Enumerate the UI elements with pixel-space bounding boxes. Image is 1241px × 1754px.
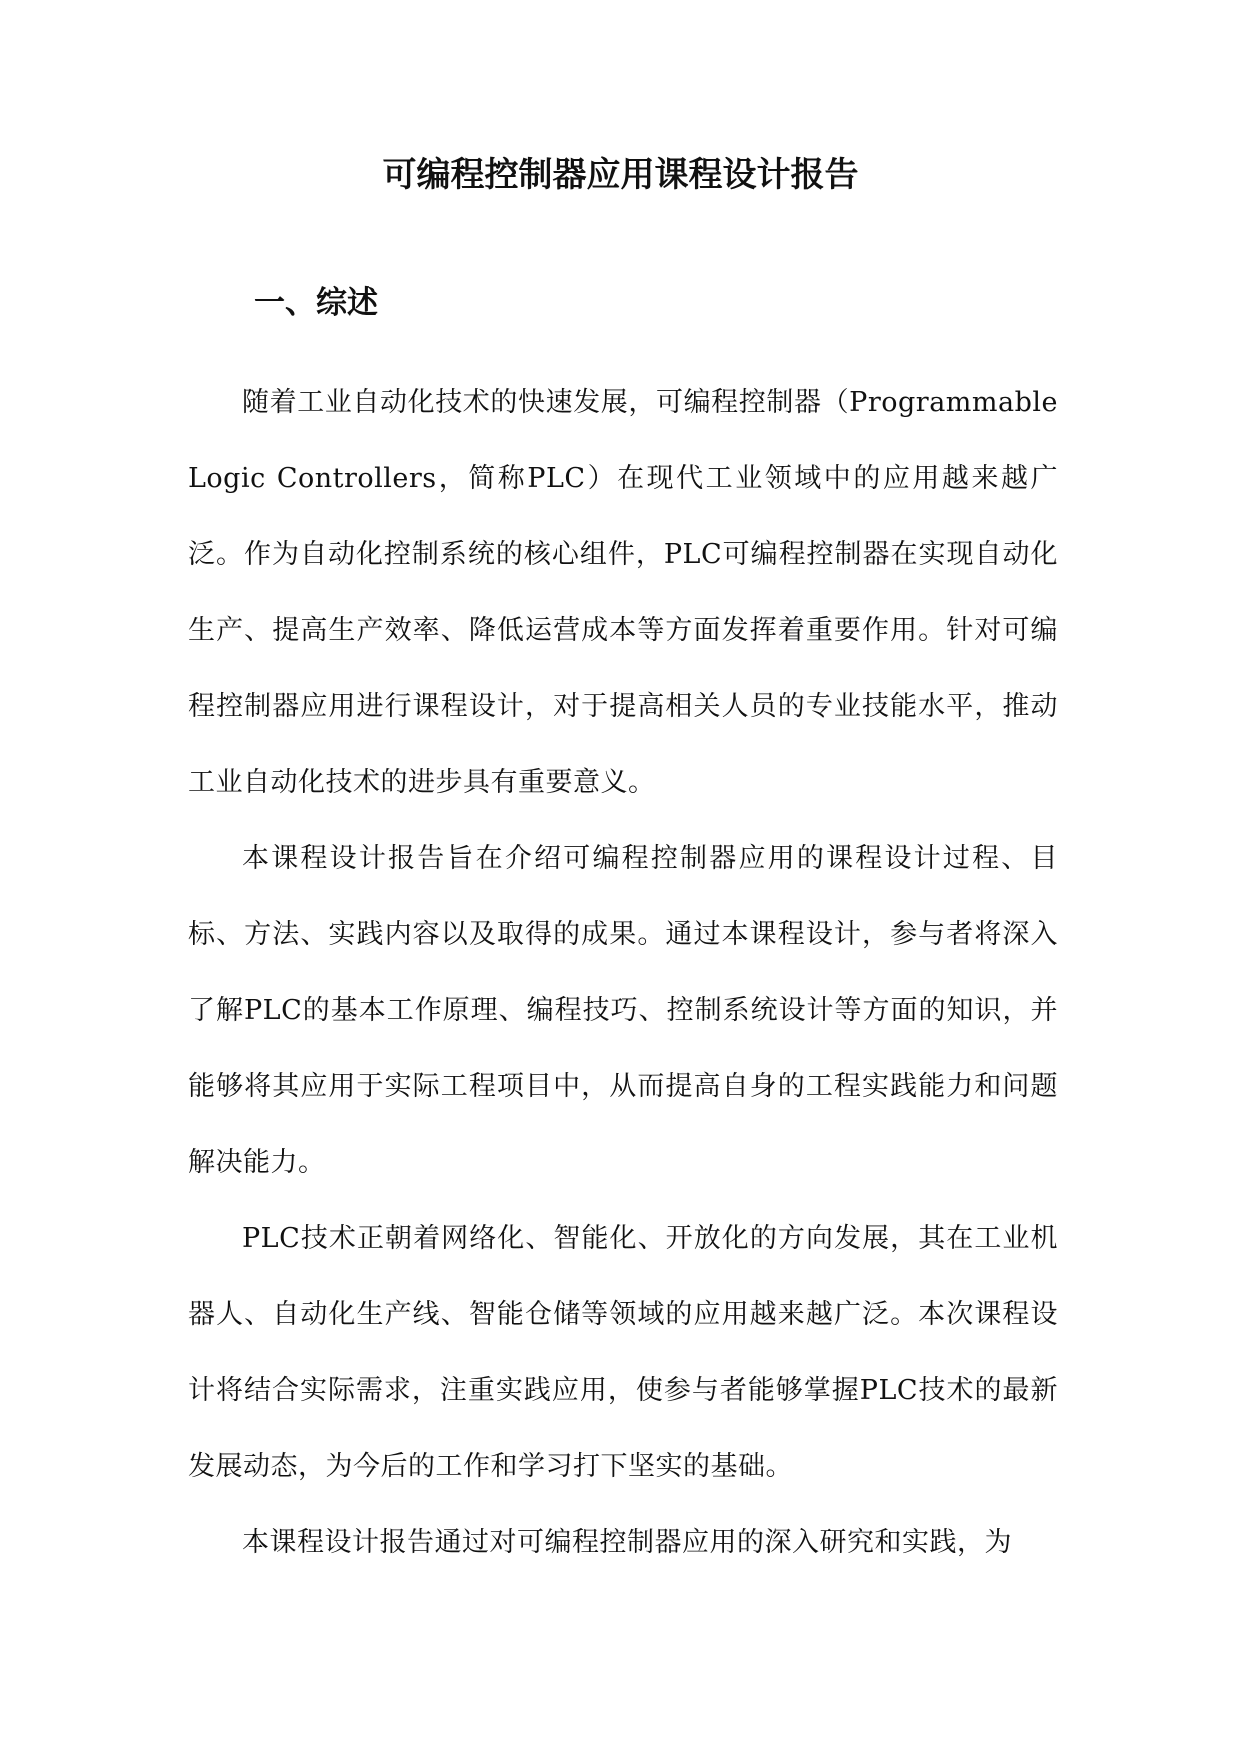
paragraph: 随着工业自动化技术的快速发展，可编程控制器（Programmable Logic Controllers，简称PLC）在现代工业领域中的应用越来越广泛。作为自动化控制系统的核心组件，PLC可编程控制器在实现自动化生产、提高生产效率、降低运营成本等方面发挥着重要作用。针对可编程控制器应用进行课程设计，对于提高相关人员的专业技能水平，推动工业自动化技术的进步具有重要意义。	[188, 387, 1058, 798]
paragraph: 本课程设计报告通过对可编程控制器应用的深入研究和实践，为	[242, 1527, 1012, 1558]
section-heading: 一、综述	[254, 285, 378, 321]
document-title: 可编程控制器应用课程设计报告	[382, 155, 859, 195]
document-body	[188, 365, 1058, 1581]
paragraph: PLC技术正朝着网络化、智能化、开放化的方向发展，其在工业机器人、自动化生产线、智能仓储等领域的应用越来越广泛。本次课程设计将结合实际需求，注重实践应用，使参与者能够掌握PLC技术的最新发展动态，为今后的工作和学习打下坚实的基础。	[188, 1223, 1058, 1482]
paragraph: 本课程设计报告旨在介绍可编程控制器应用的课程设计过程、目标、方法、实践内容以及取得的成果。通过本课程设计，参与者将深入了解PLC的基本工作原理、编程技巧、控制系统设计等方面的知识，并能够将其应用于实际工程项目中，从而提高自身的工程实践能力和问题解决能力。	[188, 843, 1058, 1178]
